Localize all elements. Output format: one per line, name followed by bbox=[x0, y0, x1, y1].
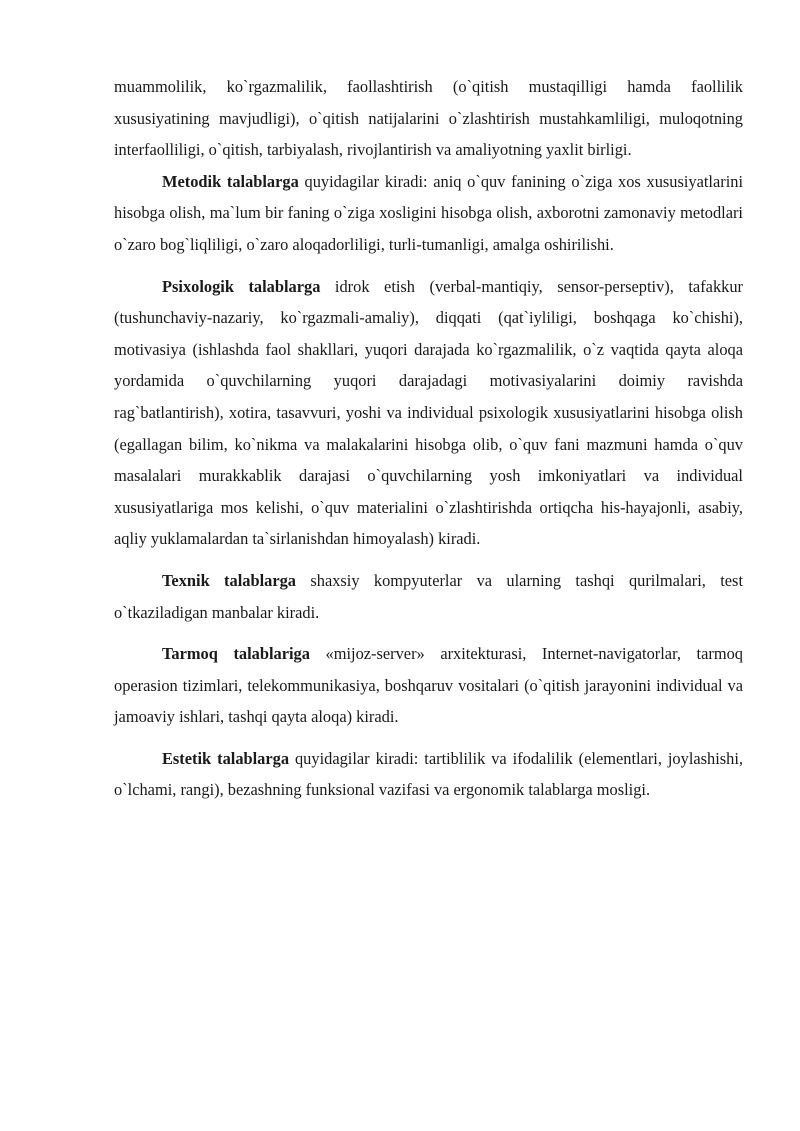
paragraph-continuation bbox=[114, 71, 743, 166]
paragraph-lead: Metodik talablarga bbox=[162, 171, 299, 191]
paragraph-lead: Psixologik talablarga bbox=[162, 276, 321, 296]
paragraph-tarmoq bbox=[114, 638, 743, 733]
paragraph-text: quyidagilar kiradi: aniq o`quv fanining o`ziga xos xususiyatlarini hisobga olish, ma`lum bir faning o`ziga xosligini hisobga olish, axborotni zamonaviy metodlari o`zaro bog`liqliligi, o`zaro aloqadorliligi, turli-tumanligi, amalga oshirilishi. bbox=[114, 171, 744, 254]
paragraph-estetik bbox=[114, 743, 743, 806]
paragraph-text: «mijoz-server» arxitekturasi, Internet-navigatorlar, tarmoq operasion tizimlari, telekommunikasiya, boshqaruv vositalari (o`qitish jarayonini individual va jamoaviy ishlari, tashqi qayta aloqa) kiradi. bbox=[114, 644, 743, 727]
paragraph-lead: Tarmoq talablariga bbox=[162, 644, 310, 664]
paragraph-text: quyidagilar kiradi: tartiblilik va ifodalilik (elementlari, joylashishi, o`lchami, rangi), bezashning funksional vazifasi va ergonomik talablarga mosligi. bbox=[114, 748, 744, 800]
paragraph-text: shaxsiy kompyuterlar va ularning tashqi qurilmalari, test o`tkaziladigan manbalar kiradi. bbox=[114, 570, 743, 622]
paragraph-lead: Texnik talablarga bbox=[162, 570, 296, 590]
paragraph-texnik bbox=[114, 565, 743, 628]
document-page bbox=[114, 71, 743, 806]
paragraph-metodik bbox=[114, 166, 743, 261]
paragraph-psixologik bbox=[114, 271, 743, 555]
paragraph-text: idrok etish (verbal-mantiqiy, sensor-perseptiv), tafakkur (tushunchaviy-nazariy, ko`rgazmali-amaliy), diqqati (qat`iyliligi, boshqaga ko`chishi), motivasiya (ishlashda faol shakllari, yuqori darajada ko`rgazmalilik, o`z vaqtida qayta aloqa yordamida o`quvchilarning yuqori darajadagi motivasiyalarini doimiy ravishda rag`batlantirish), xotira, tasavvuri, yoshi va individual psixologik xususiyatlarini hisobga olish (egallagan bilim, ko`nikma va malakalarini hisobga olib, o`quv fani mazmuni hamda o`quv masalalari murakkablik darajasi o`quvchilarning yosh imkoniyatlari va individual xususiyatlariga mos kelishi, o`quv materialini o`zlashtirishda ortiqcha his-hayajonli, asabiy, aqliy yuklamalardan ta`sirlanishdan himoyalash) kiradi. bbox=[114, 276, 743, 549]
paragraph-lead: Estetik talablarga bbox=[162, 748, 290, 768]
paragraph-text: muammolilik, ko`rgazmalilik, faollashtirish (o`qitish mustaqilligi hamda faollilik xususiyatining mavjudligi), o`qitish natijalarini o`zlashtirish mustahkamliligi, muloqotning interfaolliligi, o`qitish, tarbiyalash, rivojlantirish va amaliyotning yaxlit birligi. bbox=[114, 77, 743, 160]
